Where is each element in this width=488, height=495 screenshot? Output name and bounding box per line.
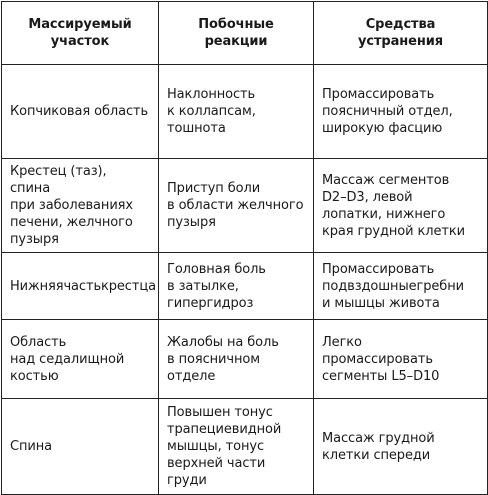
cell-area: Спина bbox=[2, 399, 159, 495]
cell-reaction: Повышен тонус трапециевидной мышцы, тонус верхней части груди bbox=[159, 399, 314, 495]
cell-reaction: Жалобы на боль в поясничном отделе bbox=[159, 320, 314, 399]
cell-reaction: Приступ боли в области желчного пузыря bbox=[159, 159, 314, 253]
cell-remedy: Промассировать поясничный отдел, широкую фасцию bbox=[314, 65, 488, 159]
cell-remedy: Массаж грудной клетки спереди bbox=[314, 399, 488, 495]
cell-remedy: Промассировать подвздошныегребни и мышцы живота bbox=[314, 253, 488, 320]
table-row bbox=[2, 253, 488, 320]
header-row bbox=[2, 2, 488, 65]
table-row bbox=[2, 320, 488, 399]
cell-area: Область над седалищной костью bbox=[2, 320, 159, 399]
table-row bbox=[2, 399, 488, 495]
header-side-effects: Побочные реакции bbox=[159, 2, 314, 65]
table-row bbox=[2, 159, 488, 253]
header-remedies: Средства устранения bbox=[314, 2, 488, 65]
table-row bbox=[2, 65, 488, 159]
side-effects-table bbox=[1, 1, 488, 495]
cell-reaction: Головная боль в затылке, гипергидроз bbox=[159, 253, 314, 320]
header-massaged-area: Массируемый участок bbox=[2, 2, 159, 65]
cell-area: Нижняячастькрестца bbox=[2, 253, 159, 320]
cell-area: Копчиковая область bbox=[2, 65, 159, 159]
cell-remedy: Массаж сегментов D2–D3, левой лопатки, нижнего края грудной клетки bbox=[314, 159, 488, 253]
cell-area: Крестец (таз), спина при заболеваниях печени, желчного пузыря bbox=[2, 159, 159, 253]
cell-remedy: Легко промассировать сегменты L5–D10 bbox=[314, 320, 488, 399]
cell-reaction: Наклонность к коллапсам, тошнота bbox=[159, 65, 314, 159]
